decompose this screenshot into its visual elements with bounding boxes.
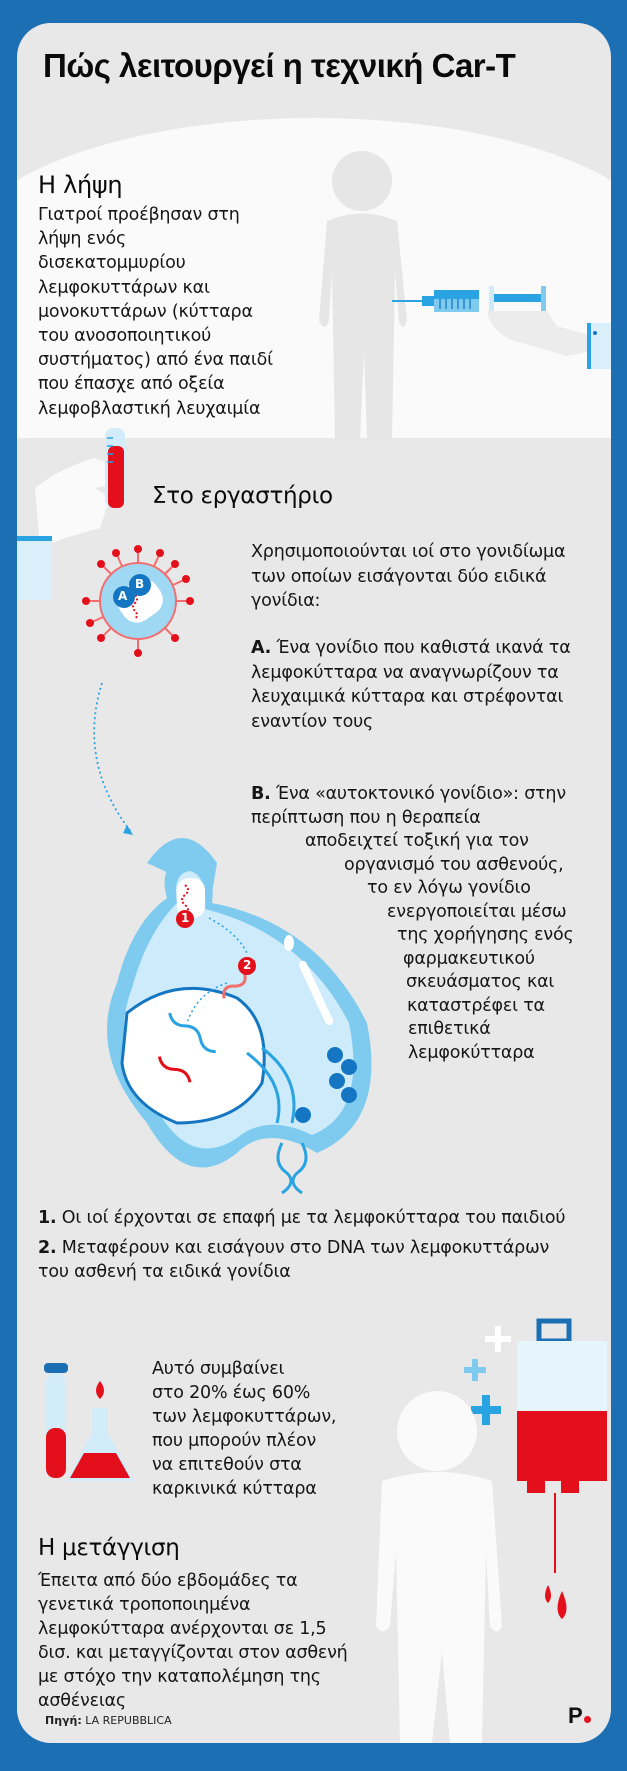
publisher-logo: P (568, 1703, 591, 1729)
infographic-card (17, 23, 611, 1743)
step-item-1: 1. Οι ιοί έρχονται σε επαφή με τα λεμφοκύτταρα του παιδιού (38, 1208, 566, 1228)
section-heading-lab: Στο εργαστήριο (152, 483, 333, 509)
page-title: Πώς λειτουργεί η τεχνική Car-T (43, 47, 516, 84)
step-item-2: 2. Μεταφέρουν και εισάγουν στο DNA των λεμφοκυττάρων (38, 1238, 550, 1258)
logo-dot (584, 1716, 591, 1723)
section-text-transfusion: Έπειτα από δύο εβδομάδες τα γενετικά τροποποιημένα λεμφοκύτταρα ανέρχονται σε 1,5 δισ. και μεταγγίζονται στον ασθενή με στόχο την καταπολέμηση της ασθένειας (38, 1571, 348, 1711)
source-credit: Πηγή: LA REPUBBLICA (45, 1714, 172, 1727)
patient-silhouette-icon (362, 1391, 512, 1743)
result-text: Αυτό συμβαίνει στο 20% έως 60% των λεμφοκυττάρων, που μπορούν πλέον να επιτεθούν στα καρκινικά κύτταρα (152, 1359, 337, 1499)
section-heading-transfusion: Η μετάγγιση (38, 1535, 180, 1561)
section-text-collection: Γιατροί προέβησαν στη λήψη ενός δισεκατομμυρίου λεμφοκυττάρων και μονοκυττάρων (κύτταρα του ανοσοποιητικού συστήματος) από ένα παιδί που έπασχε από οξεία λεμφοβλαστική λευχαιμία (38, 205, 273, 419)
gene-b-description: B. Ένα «αυτοκτονικό γονίδιο»: στην περίπτωση που η θεραπεία αποδειχτεί τοξική για τον οργανισμό του ασθενούς, το εν λόγω γονίδιο ενεργοποιείται μέσω της χορήγησης ενός φαρμακευτικού σκευάσματος και καταστρέφει τα επιθετικά λεμφοκύτταρα (251, 784, 574, 1063)
gene-b-badge: B (135, 577, 145, 591)
test-tube-flask-icon (42, 1363, 152, 1483)
section-text-lab-intro: Χρησιμοποιούνται ιοί στο γονιδίωμα των οποίων εισάγονται δύο ειδικά γονίδια: (251, 542, 566, 611)
dotted-arrow-path (77, 683, 137, 833)
virus-icon (80, 543, 196, 659)
steps-list: 1. Οι ιοί έρχονται σε επαφή με τα λεμφοκύτταρα του παιδιού 2. Μεταφέρουν και εισάγουν στο DNA των λεμφοκυττάρων του ασθενή τα ειδικά γονίδια (38, 1208, 566, 1282)
gene-a-badge: A (118, 589, 128, 603)
syringe-icon (392, 281, 611, 361)
section-heading-collection: Η λήψη (38, 171, 123, 199)
step-badge-2: 2 (243, 958, 252, 972)
step-badge-1: 1 (181, 911, 190, 925)
gene-a-description: A. Ένα γονίδιο που καθιστά ικανά τα λεμφοκύτταρα να αναγνωρίζουν τα λευχαιμικά κύτταρα και στρέφονται εναντίον τους (251, 638, 571, 732)
